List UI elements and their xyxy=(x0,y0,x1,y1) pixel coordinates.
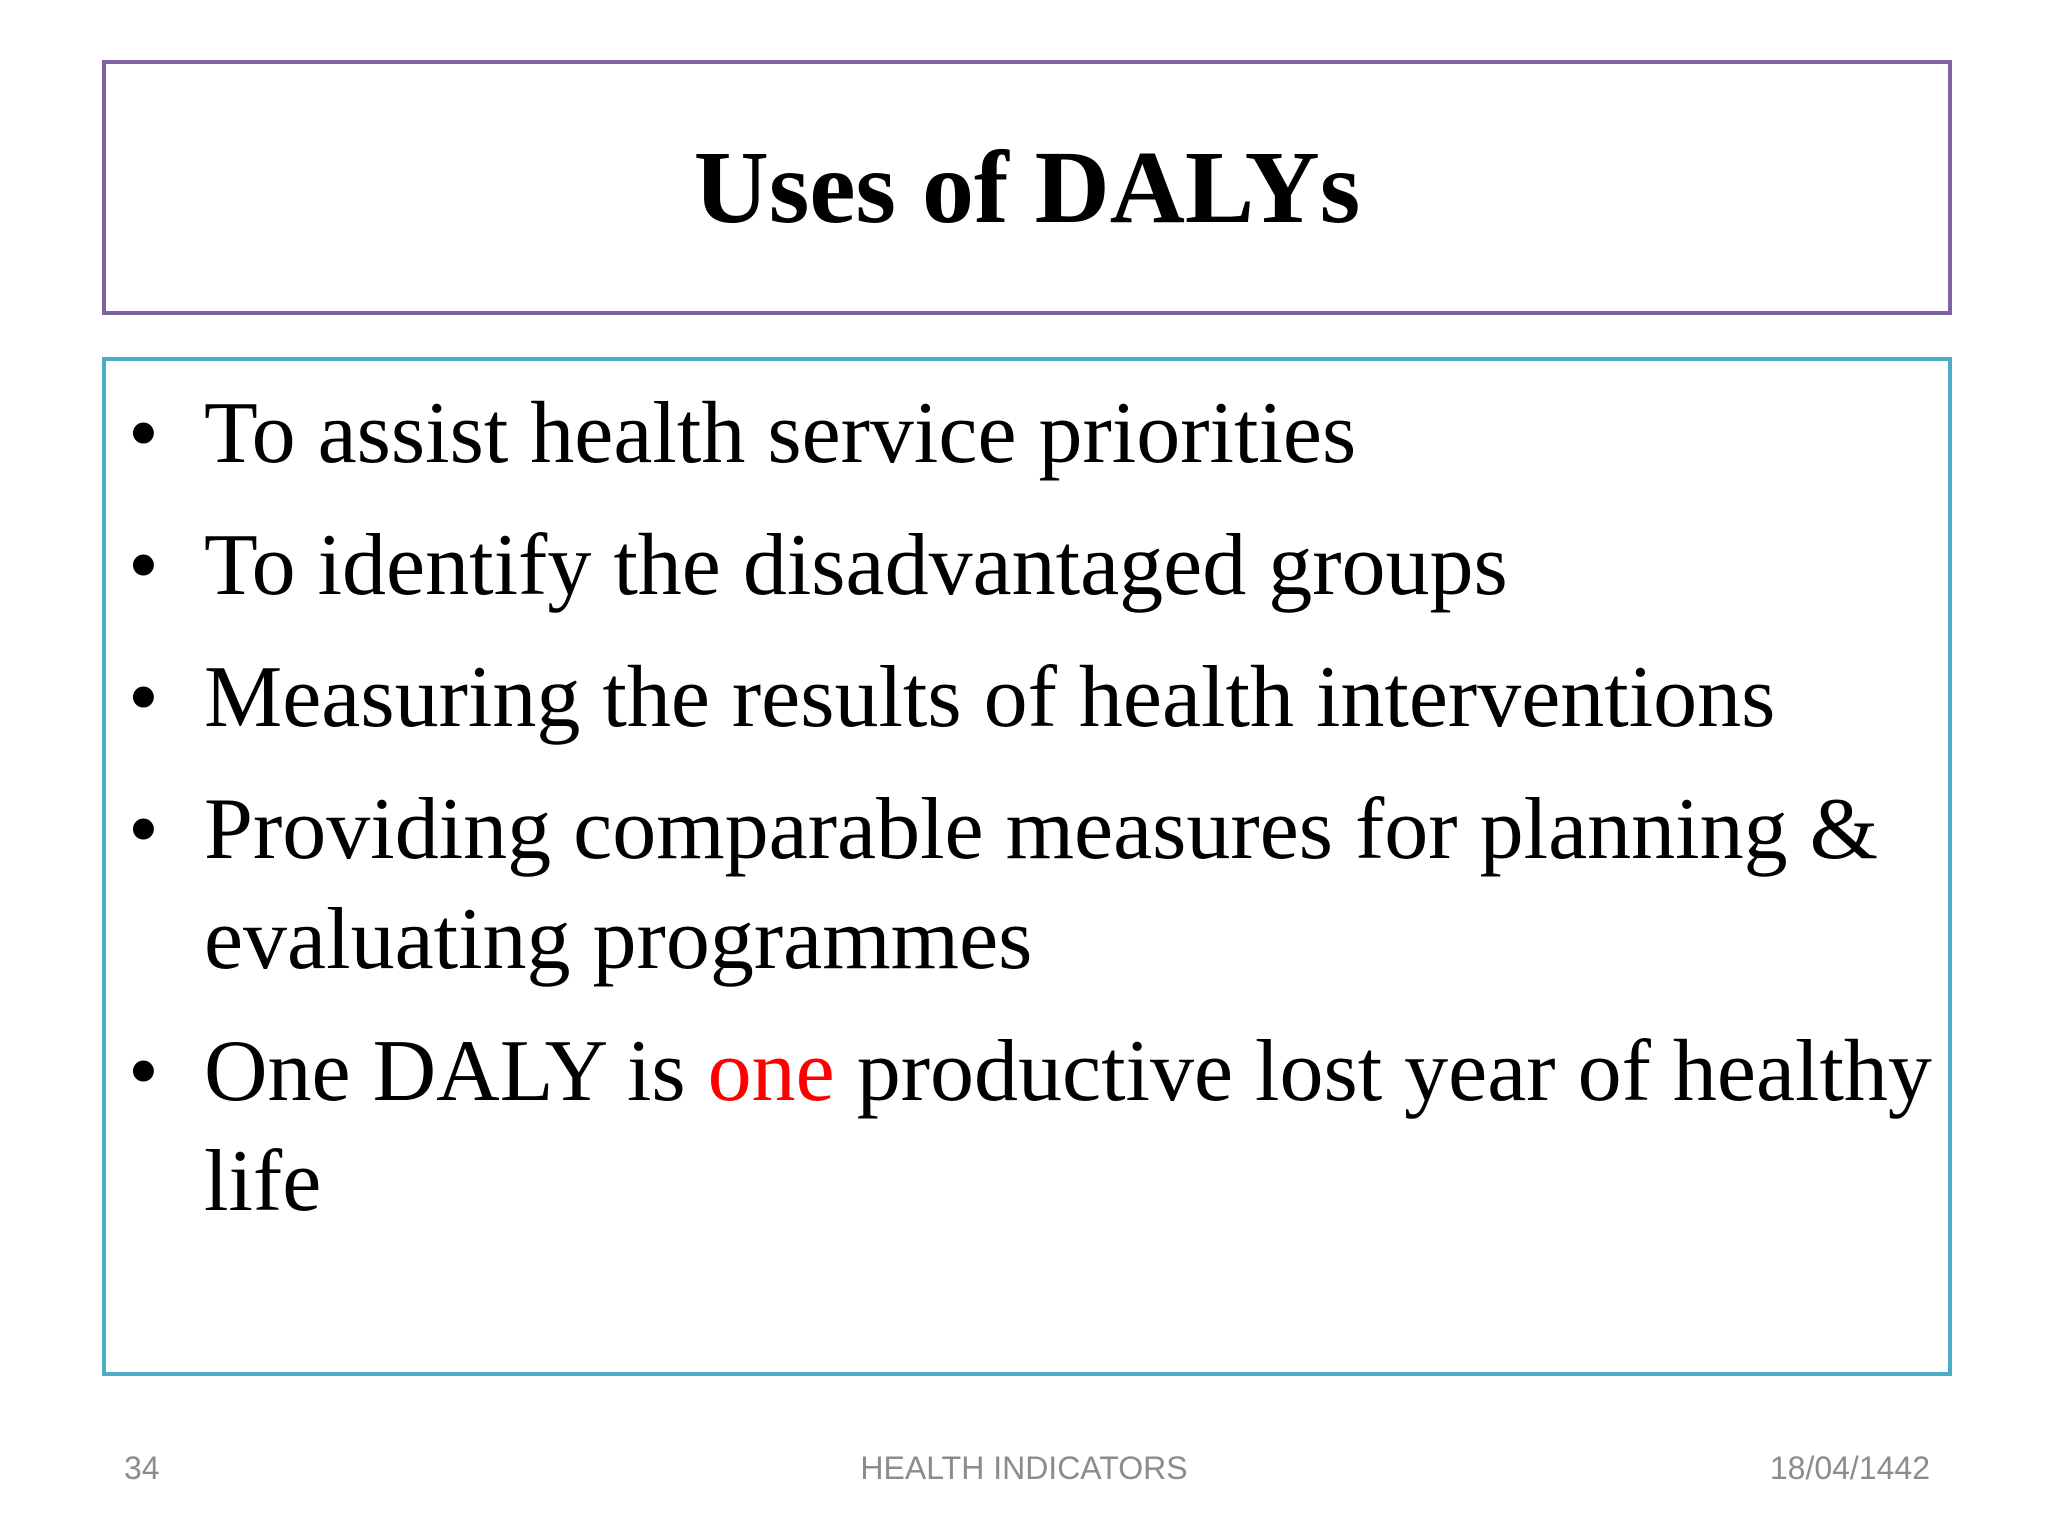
footer-title: HEALTH INDICATORS xyxy=(860,1450,1188,1486)
bullet-icon: • xyxy=(128,1023,159,1120)
bullet-item xyxy=(106,775,1948,995)
slide-number: 34 xyxy=(124,1450,160,1486)
bullet-highlight-word: one xyxy=(707,1023,835,1120)
bullet-text-before: One DALY is xyxy=(204,1023,708,1120)
content-box xyxy=(102,357,1952,1376)
bullet-icon: • xyxy=(128,781,159,878)
bullet-text-after: productive lost year of healthy life xyxy=(204,1023,1932,1230)
bullet-icon: • xyxy=(128,649,159,746)
bullet-text: Providing comparable measures for planning & evaluating programmes xyxy=(204,781,1879,988)
bullet-item xyxy=(106,1017,1948,1237)
bullet-icon: • xyxy=(128,385,159,482)
bullet-icon: • xyxy=(128,517,159,614)
slide-date: 18/04/1442 xyxy=(1769,1450,1930,1486)
title-box xyxy=(102,60,1952,315)
bullet-text: Measuring the results of health interventions xyxy=(204,649,1776,746)
bullet-text: To identify the disadvantaged groups xyxy=(204,517,1508,614)
bullet-item xyxy=(106,643,1948,753)
slide-title: Uses of DALYs xyxy=(693,129,1361,245)
bullet-item xyxy=(106,511,1948,621)
bullet-list xyxy=(106,361,1948,1237)
bullet-text: To assist health service priorities xyxy=(204,385,1357,482)
bullet-item xyxy=(106,379,1948,489)
